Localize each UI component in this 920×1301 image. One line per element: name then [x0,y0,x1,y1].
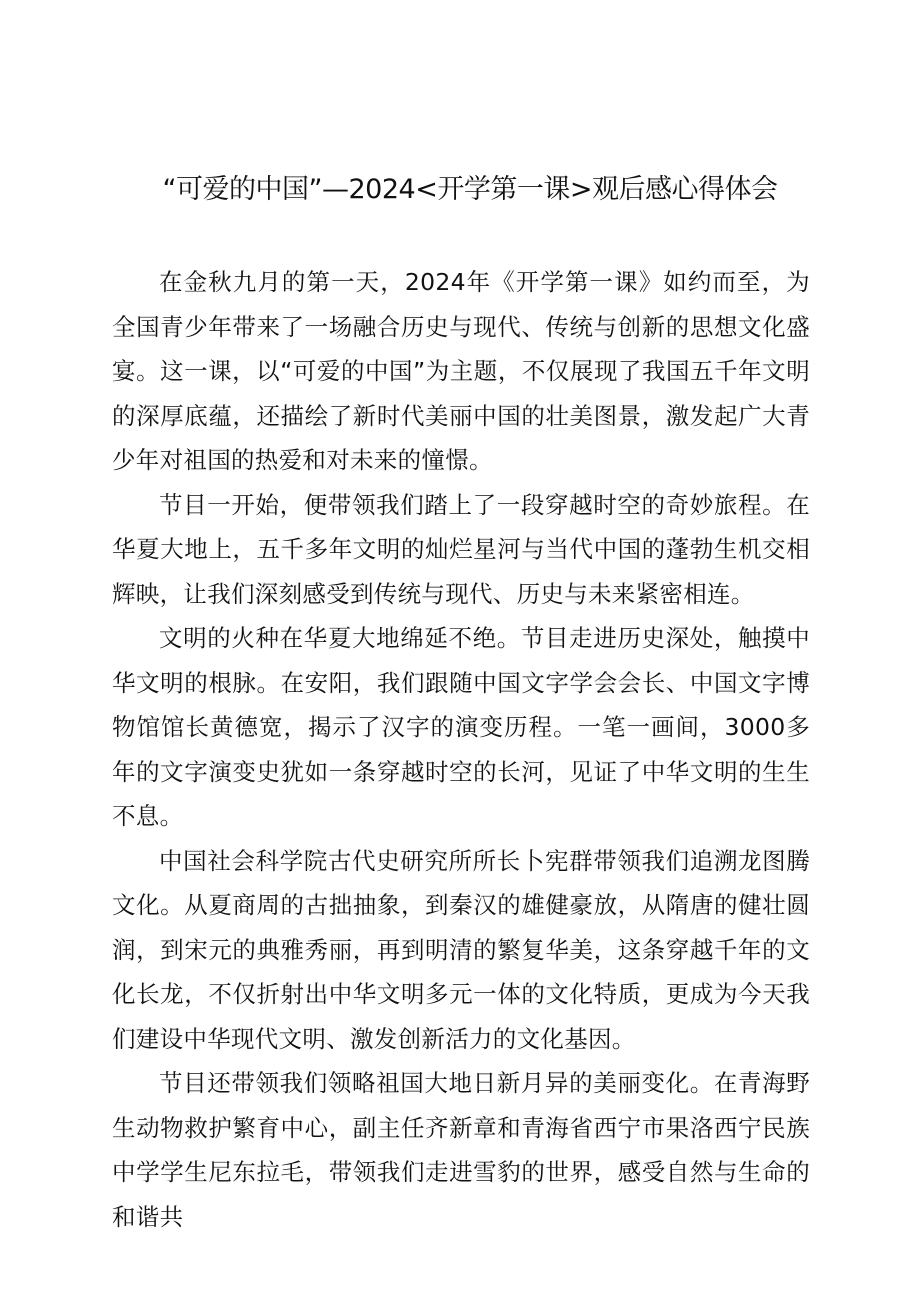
paragraph: 在金秋九月的第一天，2024年《开学第一课》如约而至，为全国青少年带来了一场融合历史与现代、传统与创新的思想文化盛宴。这一课，以“可爱的中国”为主题，不仅展现了我国五千年文明的深厚底蕴，还描绘了新时代美丽中国的壮美图景，激发起广大青少年对祖国的热爱和对未来的憧憬。 [112,268,810,474]
paragraph: 节目还带领我们领略祖国大地日新月异的美丽变化。在青海野生动物救护繁育中心，副主任齐新章和青海省西宁市果洛西宁民族中学学生尼东拉毛，带领我们走进雪豹的世界，感受自然与生命的和谐共 [112,1069,810,1231]
document-title: “可爱的中国”—2024<开学第一课>观后感心得体会 [162,174,778,205]
paragraph: 节目一开始，便带领我们踏上了一段穿越时空的奇妙旅程。在华夏大地上，五千多年文明的灿烂星河与当代中国的蓬勃生机交相辉映，让我们深刻感受到传统与现代、历史与未来紧密相连。 [112,490,810,608]
paragraph: 中国社会科学院古代史研究所所长卜宪群带领我们追溯龙图腾文化。从夏商周的古拙抽象，到秦汉的雄健豪放，从隋唐的健壮圆润，到宋元的典雅秀丽，再到明清的繁复华美，这条穿越千年的文化长龙，不仅折射出中华文明多元一体的文化特质，更成为今天我们建设中华现代文明、激发创新活力的文化基因。 [112,846,810,1053]
paragraph: 文明的火种在华夏大地绵延不绝。节目走进历史深处，触摸中华文明的根脉。在安阳，我们跟随中国文字学会会长、中国文字博物馆馆长黄德宽，揭示了汉字的演变历程。一笔一画间，3000多年的文字演变史犹如一条穿越时空的长河，见证了中华文明的生生不息。 [112,624,810,830]
document-body [112,260,810,1239]
